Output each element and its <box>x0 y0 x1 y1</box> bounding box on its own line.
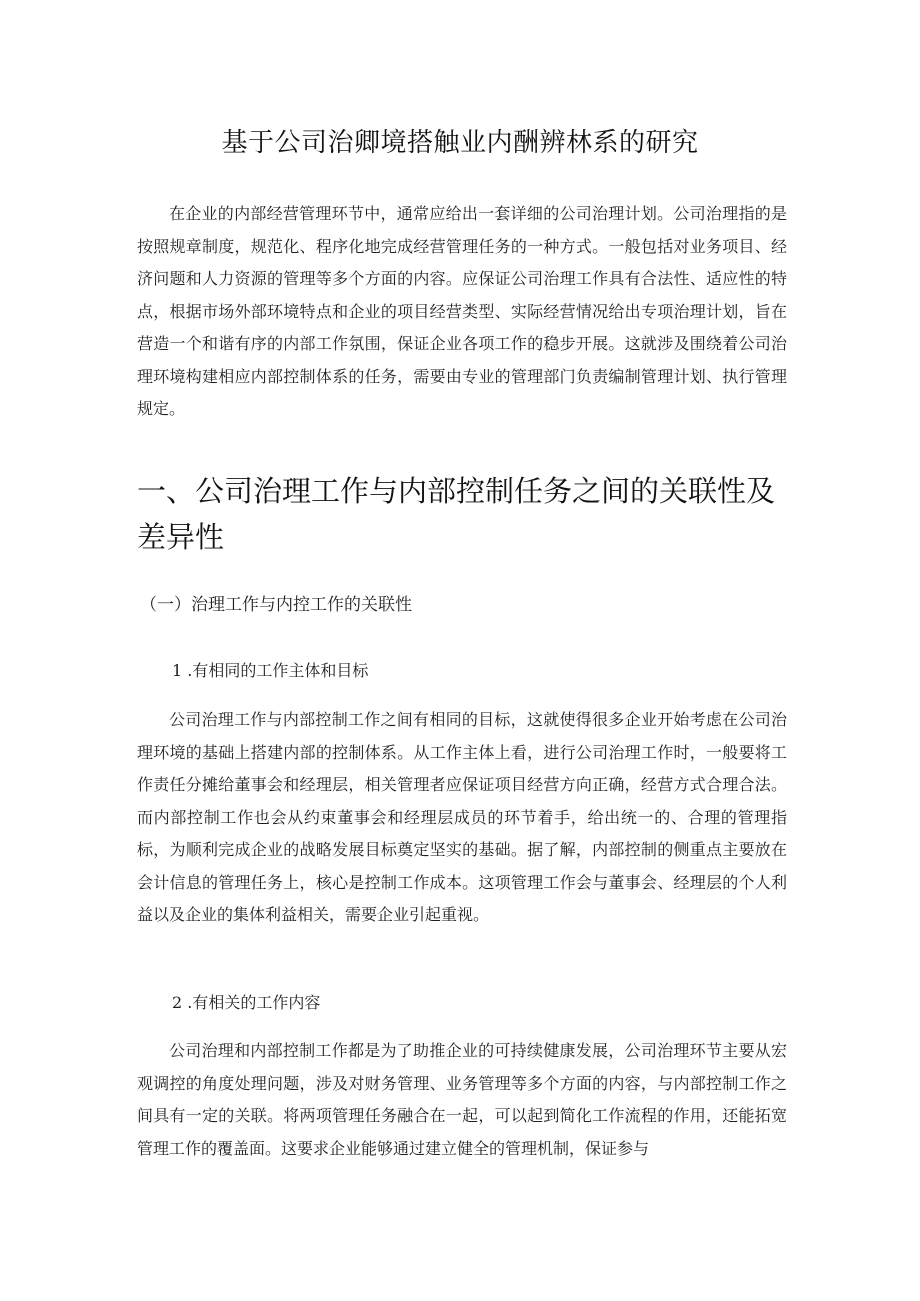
point-body-2: 公司治理和内部控制工作都是为了助推企业的可持续健康发展，公司治理环节主要从宏观调控的角度处理问题，涉及对财务管理、业务管理等多个方面的内容，与内部控制工作之间具有一定的关联。将两项管理任务融合在一起，可以起到简化工作流程的作用，还能拓宽管理工作的覆盖面。这要求企业能够通过建立健全的管理机制，保证参与 <box>137 1041 787 1158</box>
point-heading-1: 1 .有相同的工作主体和目标 <box>172 661 369 680</box>
subsection-heading: （一）治理工作与内控工作的关联性 <box>140 595 412 615</box>
section-heading: 一、公司治理工作与内部控制任务之间的关联性及差异性 <box>137 474 776 554</box>
point-body-1: 公司治理工作与内部控制工作之间有相同的目标，这就使得很多企业开始考虑在公司治理环境的基础上搭建内部的控制体系。从工作主体上看，进行公司治理工作时，一般要将工作责任分摊给董事会和经理层，相关管理者应保证项目经营方向正确，经营方式合理合法。而内部控制工作也会从约束董事会和经理层成员的环节着手，给出统一的、合理的管理指标，为顺利完成企业的战略发展目标奠定坚实的基础。据了解，内部控制的侧重点主要放在会计信息的管理任务上，核心是控制工作成本。这项管理工作会与董事会、经理层的个人利益以及企业的集体利益相关，需要企业引起重视。 <box>137 710 787 924</box>
intro-paragraph: 在企业的内部经营管理环节中，通常应给出一套详细的公司治理计划。公司治理指的是按照规章制度，规范化、程序化地完成经营管理任务的一种方式。一般包括对业务项目、经济问题和人力资源的管理等多个方面的内容。应保证公司治理工作具有合法性、适应性的特点，根据市场外部环境特点和企业的项目经营类型、实际经营情况给出专项治理计划，旨在营造一个和谐有序的内部工作氛围，保证企业各项工作的稳步开展。这就涉及围绕着公司治理环境构建相应内部控制体系的任务，需要由专业的管理部门负责编制管理计划、执行管理规定。 <box>137 204 787 418</box>
point-heading-2: 2 .有相关的工作内容 <box>172 993 321 1012</box>
document-title: 基于公司治卿境搭触业内酬辨林系的研究 <box>221 128 699 158</box>
